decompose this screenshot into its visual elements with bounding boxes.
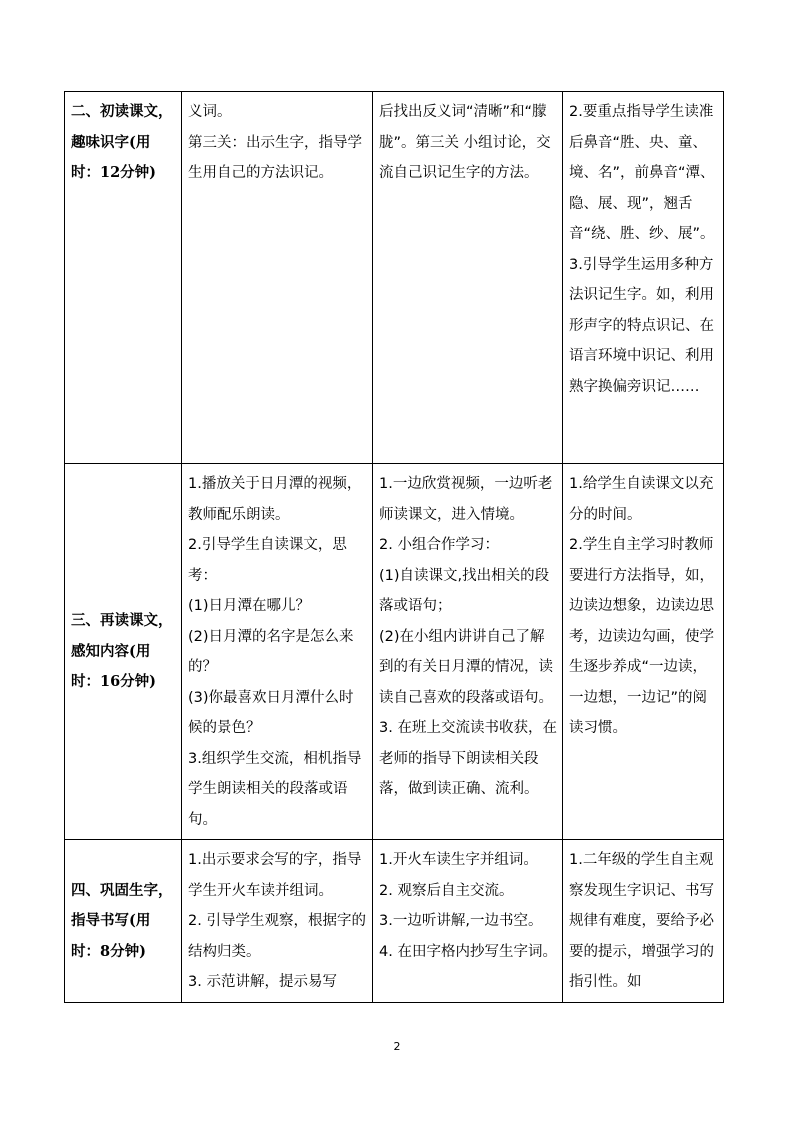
student-activity-text: 4. 在田字格内抄写生字词。 [379,943,557,960]
teacher-activity-text: (1)日月潭在哪儿？ [188,598,311,614]
design-notes-text: 2.学生自主学习时教师要进行方法指导，如，边读边想象，边读边思考，边读边勾画，使学生逐步养成“一边读，一边想，一边记”的阅读习惯。 [569,537,714,736]
stage-cell: 四、巩固生字，指导书写(用时：8分钟) [65,840,182,1003]
design-notes-text: 2.要重点指导学生读准后鼻音“胜、央、童、境、名”，前鼻音“潭、隐、展、现”，翘舌音“绕、胜、纱、展”。 [569,104,715,242]
teacher-activity-cell [182,92,373,464]
student-activity-text: 后找出反义词“清晰”和“朦胧”。第三关 小组讨论，交流自己识记生字的方法。 [379,104,551,181]
student-activity-cell [373,840,563,1003]
design-notes-cell [563,92,724,464]
table-row [65,840,724,1003]
teacher-activity-text: 2. 引导学生观察，根据字的结构归类。 [188,913,366,960]
table-row [65,92,724,464]
student-activity-text: (2)在小组内讲讲自己了解到的有关日月潭的情况，读读自己喜欢的段落或语句。 [379,628,553,706]
student-activity-cell [373,464,563,840]
page-number: 2 [393,1040,401,1053]
design-notes-text: 1.二年级的学生自主观察发现生字识记、书写规律有难度，要给予必要的提示，增强学习的指引性。如 [569,852,714,990]
teacher-activity-text: 1.播放关于日月潭的视频，教师配乐朗读。 [188,476,362,523]
table-row [65,464,724,840]
teacher-activity-cell [182,840,373,1003]
student-activity-text: 3.一边听讲解,一边书空。 [379,913,543,929]
teacher-activity-text: (2)日月潭的名字是怎么来的？ [188,628,354,675]
design-notes-cell [563,464,724,840]
student-activity-text: 2. 观察后自主交流。 [379,882,514,899]
design-notes-text: 1.给学生自读课文以充分的时间。 [569,476,714,523]
lesson-plan-table [64,91,724,1003]
teacher-activity-text: 2.引导学生自读课文，思考： [188,537,347,584]
teacher-activity-text: 义词。 [188,104,232,120]
student-activity-text: 1.一边欣赏视频，一边听老师读课文，进入情境。 [379,476,553,523]
design-notes-cell [563,840,724,1003]
teacher-activity-cell [182,464,373,840]
teacher-activity-text: 第三关：出示生字，指导学生用自己的方法识记。 [188,134,362,181]
teacher-activity-text: 3.组织学生交流，相机指导学生朗读相关的段落或语句。 [188,750,362,828]
design-notes-text: 3.引导学生运用多种方法识记生字。如，利用形声字的特点识记、在语言环境中识记、利用熟字换偏旁识记…… [569,256,714,395]
teacher-activity-text: (3)你最喜欢日月潭什么时候的景色？ [188,689,354,736]
student-activity-text: 1.开火车读生字并组词。 [379,852,538,868]
student-activity-text: 3. 在班上交流读书收获，在老师的指导下朗读相关段落，做到读正确、流利。 [379,720,557,797]
student-activity-text: 2. 小组合作学习： [379,537,499,553]
student-activity-cell [373,92,563,464]
stage-cell: 三、再读课文，感知内容(用时：16分钟) [65,464,182,840]
teacher-activity-text: 1.出示要求会写的字，指导学生开火车读并组词。 [188,852,362,899]
teacher-activity-text: 3. 示范讲解，提示易写 [188,974,337,990]
student-activity-text: (1)自读课文,找出相关的段落或语句； [379,567,550,614]
stage-cell: 二、初读课文，趣味识字(用时：12分钟) [65,92,182,464]
